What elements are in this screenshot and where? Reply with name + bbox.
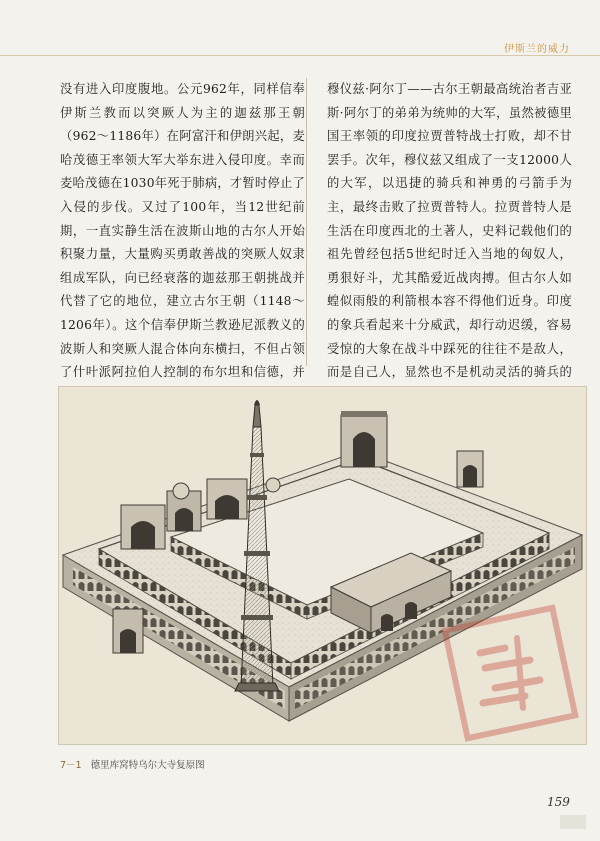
page-number: 159 [547,795,570,809]
running-header: 伊斯兰的威力 [504,44,570,55]
left-text-column [60,78,305,432]
right-text-column [327,78,572,408]
figure-number: 7－1 [60,760,82,771]
figure-caption [60,757,205,771]
left-column-paragraph: 没有进入印度腹地。公元962年，同样信奉伊斯兰教而以突厥人为主的迦兹那王朝（962～1186年）在阿富汗和伊朗兴起，麦哈茂德王率领大军大举东进入侵印度。幸而麦哈茂德在1030年死于肺病，才暂时停止了入侵的步伐。又过了100年，当12世纪前期，一直实静生活在波斯山地的古尔人开始积聚力量，大量购买勇敢善战的突厥人奴隶组成军队，向已经衰落的迦兹那王朝挑战并代替了它的地位，建立古尔王朝（1148～1206年）。这个信奉伊斯兰教逊尼派教义的波斯人和突厥人混合体向东横扫，不但占领了什叶派阿拉伯人控制的布尔坦和信德，并 [60,82,305,380]
figure-caption-text: 德里库窝特乌尔大寺复原图 [90,760,205,771]
column-divider [306,78,307,366]
corner-mark [560,815,586,829]
seal-watermark-icon [435,598,585,748]
right-column-paragraph: 穆仪兹·阿尔丁——古尔王朝最高统治者吉亚斯·阿尔丁的弟弟为统帅的大军，虽然被德里国王率领的印度拉贾普特战士打败，却不甘罢手。次年，穆仪兹又组成了一支12000人的大军，以迅捷的骑兵和神勇的弓箭手为主，最终击败了拉贾普特人。拉贾普特人是生活在印度西北的土著人，史料记载他们的祖先曾经包括5世纪时迁入当地的匈奴人，勇狠好斗，尤其酷爱近战肉搏。但古尔人如蝗似雨般的利箭根本容不得他们近身。印度的象兵看起来十分威武，却行动迟缓，容易受惊的大象在战斗中踩死的往往不是敌人，而是自己人，显然也不是机动灵活的骑兵的 [327,82,572,380]
header-rule [0,55,600,56]
